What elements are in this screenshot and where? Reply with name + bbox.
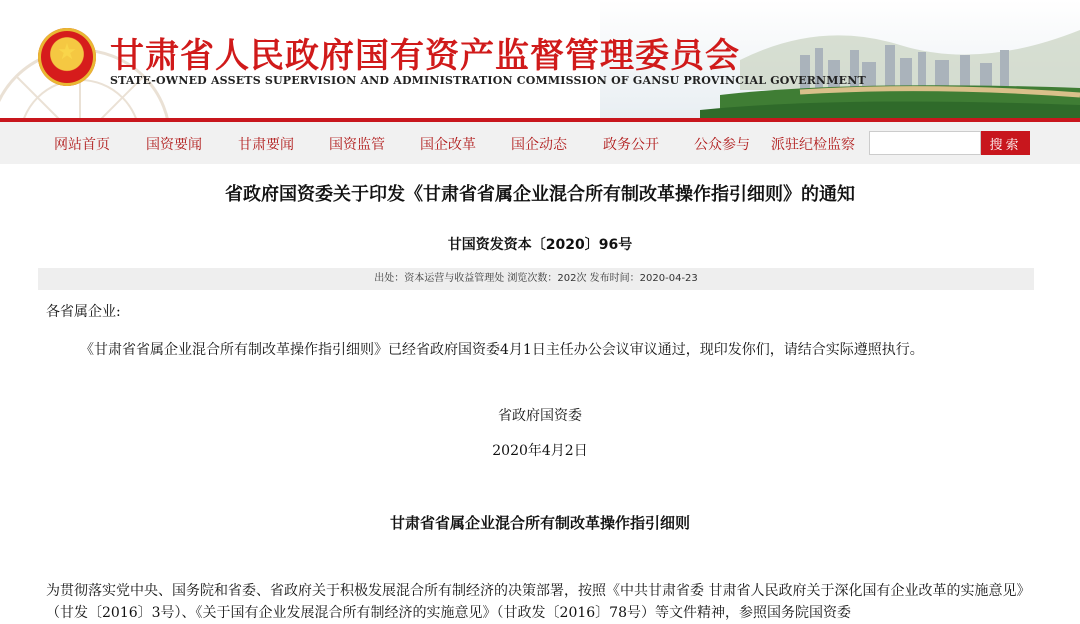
article-title: 省政府国资委关于印发《甘肃省省属企业混合所有制改革操作指引细则》的通知 bbox=[225, 184, 855, 205]
body-paragraph: 《甘肃省省属企业混合所有制改革操作指引细则》已经省政府国资委4月1日主任办公会议审议通过，现印发你们，请结合实际遵照执行。 bbox=[80, 342, 924, 358]
nav-item-home[interactable]: 网站首页 bbox=[54, 137, 110, 153]
nav-item-soe-reform[interactable]: 国企改革 bbox=[420, 137, 476, 153]
attachment-title: 甘肃省省属企业混合所有制改革操作指引细则 bbox=[389, 514, 690, 532]
nav-item-sasac-news[interactable]: 国资要闻 bbox=[146, 137, 202, 153]
article-meta: 出处：资本运营与收益管理处 浏览次数：202次 发布时间：2020-04-23 bbox=[38, 268, 1034, 290]
nav-item-discipline[interactable]: 派驻纪检监察 bbox=[771, 137, 855, 153]
nav-item-public[interactable]: 公众参与 bbox=[694, 137, 750, 153]
search-input[interactable] bbox=[869, 131, 981, 155]
document-number: 甘国资发资本〔2020〕96号 bbox=[447, 237, 633, 253]
nav-item-gansu-news[interactable]: 甘肃要闻 bbox=[238, 137, 294, 153]
site-header bbox=[0, 0, 1080, 122]
site-title-english: STATE-OWNED ASSETS SUPERVISION AND ADMINISTRATION COMMISSION OF GANSU PROVINCIAL GOVERNMENT bbox=[110, 74, 866, 87]
main-nav bbox=[0, 122, 1080, 164]
nav-item-supervision[interactable]: 国资监管 bbox=[329, 137, 385, 153]
national-emblem-icon: ★ bbox=[38, 28, 96, 86]
nav-item-soe-news[interactable]: 国企动态 bbox=[511, 137, 567, 153]
body-paragraph-2: 为贯彻落实党中央、国务院和省委、省政府关于积极发展混合所有制经济的决策部署，按照《中共甘肃省委 甘肃省人民政府关于深化国有企业改革的实施意见》（甘发〔2016〕3号）、《关于国有企业发展混合所有制经济的实施意见》（甘政发〔2016〕78号）等文件精神，参照国务院国资委 bbox=[46, 583, 1031, 621]
nav-item-gov-affairs[interactable]: 政务公开 bbox=[603, 137, 659, 153]
signature: 省政府国资委 bbox=[498, 408, 582, 424]
issue-date: 2020年4月2日 bbox=[492, 443, 588, 459]
search-button[interactable]: 搜索 bbox=[981, 131, 1030, 155]
site-title: 甘肃省人民政府国有资产监督管理委员会 bbox=[110, 36, 740, 76]
salutation: 各省属企业: bbox=[46, 304, 121, 320]
